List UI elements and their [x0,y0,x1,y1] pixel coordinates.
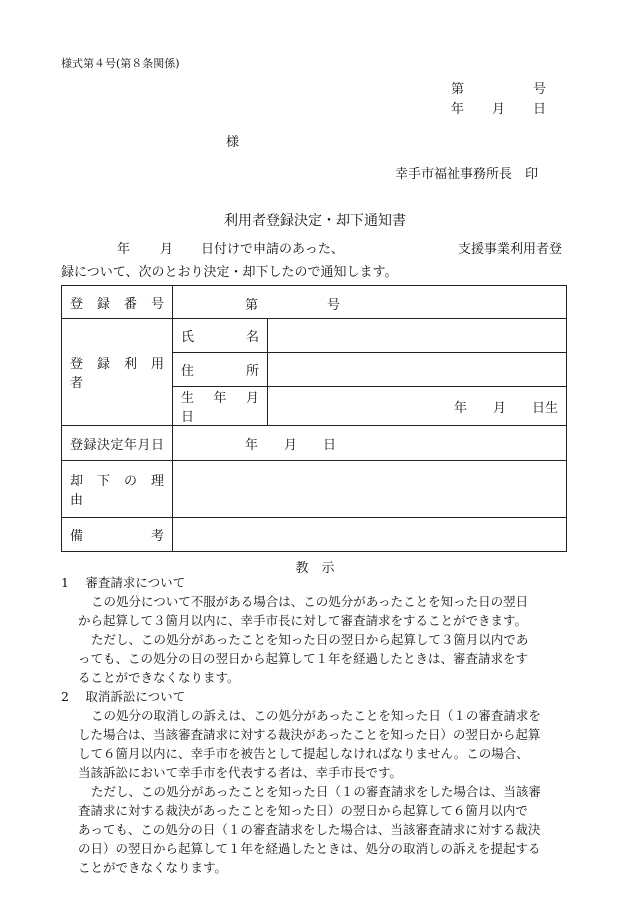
section-2-heading: 2 取消訴訟について [61,689,186,704]
notice-body [61,573,569,877]
registration-table [61,285,567,552]
intro-year: 年 [117,242,131,257]
section-1-text: っても、この処分の日の翌日から起算して１年を経過したときは、審査請求をす [78,651,529,666]
reg-number-label: 登 録 番 号 [62,286,173,319]
reg-number-cell [173,286,567,319]
date-year: 年 [451,102,465,117]
issuer-name: 幸手市福祉事務所長 印 [395,167,539,182]
name-label: 氏 名 [173,319,268,353]
section-2-text: して６箇月以内に、幸手市を被告として提起しなければなりません。この場合、 [78,746,529,761]
birth-date-label: 生 年 月 日 [173,387,268,426]
intro-paragraph [61,238,567,284]
recipient-suffix: 様 [226,135,240,150]
name-value [268,319,567,353]
intro-mid: 日付けで申請のあった、 [201,242,344,257]
form-number: 様式第４号(第８条関係) [61,57,180,70]
section-1-text: ただし、この処分があったことを知った日の翌日から起算して３箇月以内であ [91,632,529,647]
reg-number-prefix: 第 [245,298,259,313]
section-2-text: ことができなくなります。 [78,860,228,875]
section-2-text: あっても、この処分の日（１の審査請求をした場合は、当該審査請求に対する裁決 [78,822,541,837]
section-2-text: の日）の翌日から起算して１年を経過したときは、処分の取消しの訴えを提起する [78,841,541,856]
notice-title: 教 示 [295,561,335,576]
section-1-text: から起算して３箇月以内に、幸手市長に対して審査請求をすることができます。 [78,613,528,628]
address-label: 住 所 [173,353,268,387]
section-1-text: この処分について不服がある場合は、この処分があったことを知った日の翌日 [91,594,529,609]
document-title: 利用者登録決定・却下通知書 [224,213,406,229]
section-1-text: ることができなくなります。 [78,670,240,685]
document-number-suffix: 号 [533,82,547,97]
section-1-heading: 1 審査請求について [61,575,186,590]
remarks-value [173,518,567,552]
intro-month: 月 [160,242,174,257]
reg-number-suffix: 号 [327,298,341,313]
date-month: 月 [492,102,506,117]
registered-user-label: 登 録 利 用 者 [62,319,173,426]
date-day: 日 [533,102,547,117]
remarks-label: 備 考 [62,518,173,552]
section-2-text: ただし、この処分があったことを知った日（１の審査請求をした場合は、当該審 [91,784,541,799]
reject-reason-label: 却 下 の 理 由 [62,461,173,518]
section-2-text: 査請求に対する裁決があったことを知った日）の翌日から起算して６箇月以内で [78,803,528,818]
section-2-text: 当該訴訟において幸手市を代表する者は、幸手市長です。 [78,765,403,780]
reject-reason-value [173,461,567,518]
decision-date-label: 登録決定年月日 [62,426,173,461]
address-value [268,353,567,387]
section-2-text: した場合は、当該審査請求に対する裁決があったことを知った日）の翌日から起算 [78,727,541,742]
birth-date-value: 年 月 日生 [268,387,567,426]
decision-date-value: 年 月 日 [173,426,567,461]
section-2-text: この処分の取消しの訴えは、この処分があったことを知った日（１の審査請求を [91,708,541,723]
intro-end: 支援事業利用者登 [458,242,563,257]
intro-line-2: 録について、次のとおり決定・却下したので通知します。 [61,265,398,280]
document-number-prefix: 第 [451,82,465,97]
